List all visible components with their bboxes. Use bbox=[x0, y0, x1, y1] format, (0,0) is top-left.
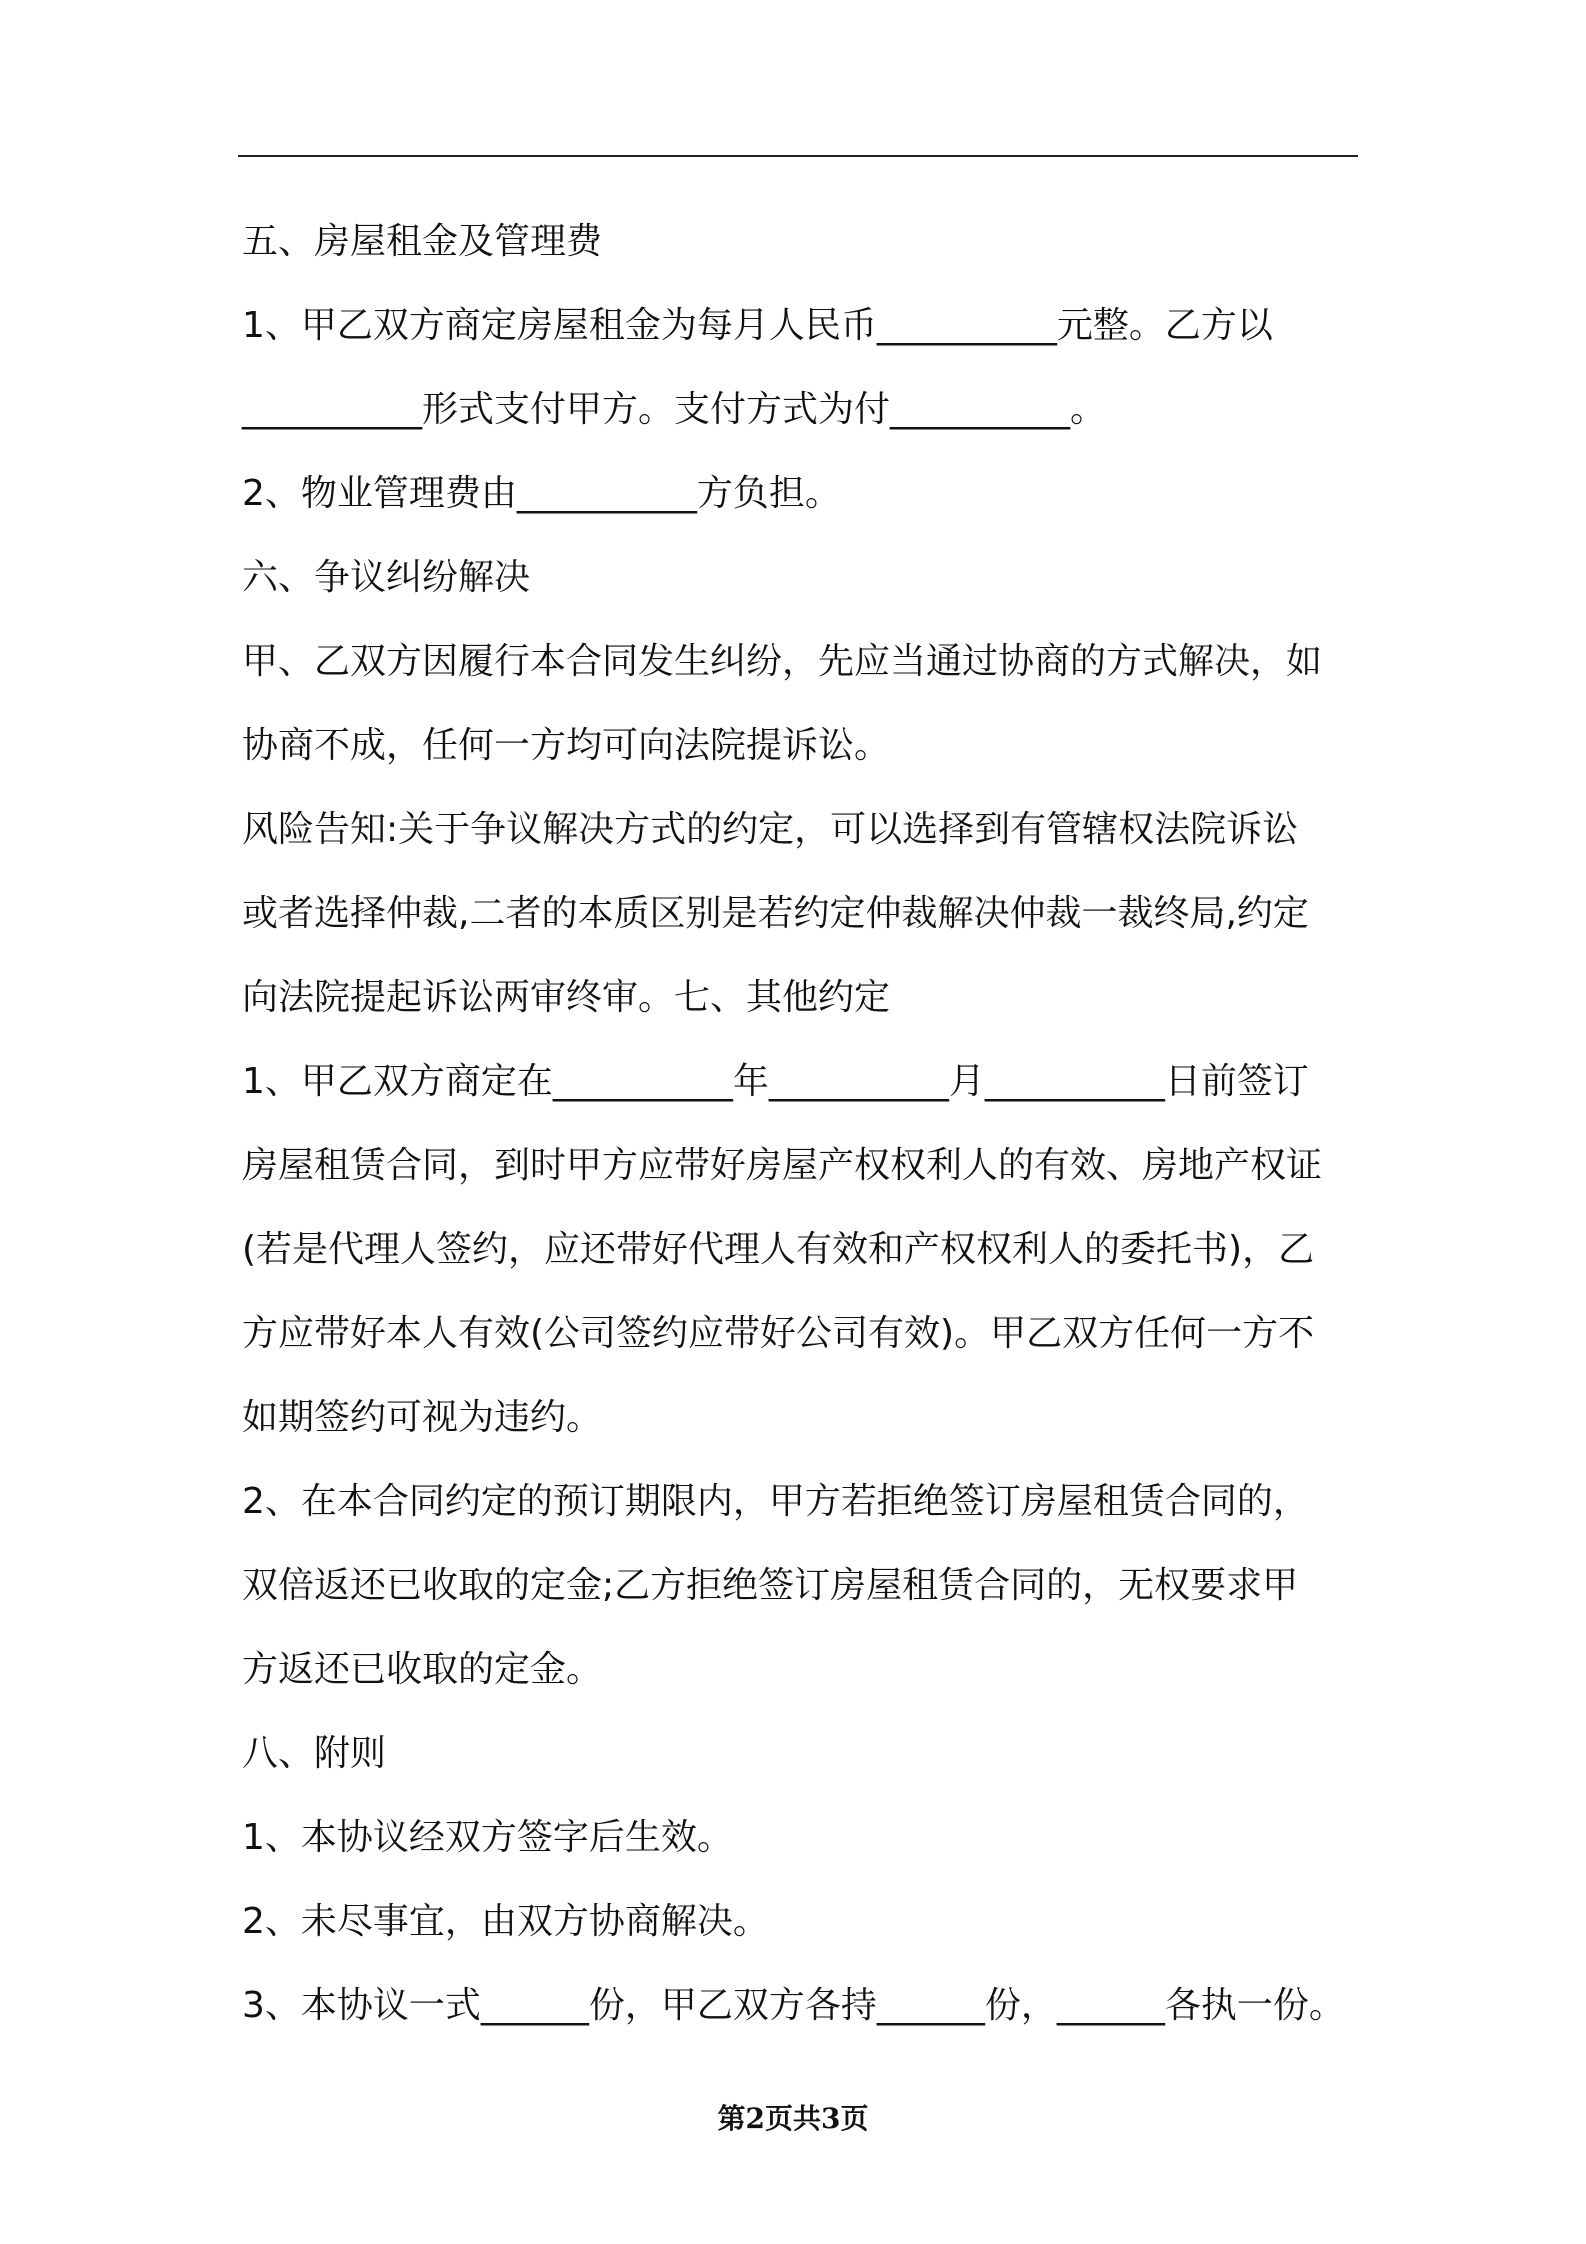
text-line: 甲、乙双方因履行本合同发生纠纷，先应当通过协商的方式解决，如 bbox=[242, 641, 1323, 682]
text-line: (若是代理人签约，应还带好代理人有效和产权权利人的委托书)，乙 bbox=[242, 1229, 1315, 1270]
text-line: 房屋租赁合同，到时甲方应带好房屋产权权利人的有效、房地产权证 bbox=[242, 1145, 1323, 1186]
text-line: 风险告知:关于争议解决方式的约定，可以选择到有管辖权法院诉讼 bbox=[242, 809, 1299, 850]
text-line: 协商不成，任何一方均可向法院提诉讼。 bbox=[242, 725, 891, 766]
text-line: 2、物业管理费由__________方负担。 bbox=[242, 473, 841, 514]
text-line: 3、本协议一式______份，甲乙双方各持______份，______各执一份。 bbox=[242, 1985, 1345, 2026]
section-heading: 八、附则 bbox=[242, 1733, 387, 1774]
page-number: 第2页共3页 bbox=[717, 2102, 869, 2135]
text-line: 1、甲乙双方商定房屋租金为每月人民币__________元整。乙方以 bbox=[242, 305, 1273, 346]
text-line: 2、未尽事宜，由双方协商解决。 bbox=[242, 1901, 769, 1942]
header-rule bbox=[238, 155, 1358, 157]
text-line: 向法院提起诉讼两审终审。七、其他约定 bbox=[242, 977, 891, 1018]
text-line: 1、甲乙双方商定在__________年__________月__________日前签订 bbox=[242, 1061, 1309, 1102]
section-heading: 五、房屋租金及管理费 bbox=[242, 221, 603, 262]
section-heading: 六、争议纠纷解决 bbox=[242, 557, 531, 598]
text-line: 1、本协议经双方签字后生效。 bbox=[242, 1817, 733, 1858]
text-line: 如期签约可视为违约。 bbox=[242, 1397, 603, 1438]
text-line: 或者选择仲裁,二者的本质区别是若约定仲裁解决仲裁一裁终局,约定 bbox=[242, 893, 1309, 934]
text-line: 2、在本合同约定的预订期限内，甲方若拒绝签订房屋租赁合同的， bbox=[242, 1481, 1309, 1522]
text-line: 方返还已收取的定金。 bbox=[242, 1649, 603, 1690]
text-line: 双倍返还已收取的定金;乙方拒绝签订房屋租赁合同的，无权要求甲 bbox=[242, 1565, 1299, 1606]
text-line: __________形式支付甲方。支付方式为付__________。 bbox=[242, 389, 1107, 430]
text-line: 方应带好本人有效(公司签约应带好公司有效)。甲乙双方任何一方不 bbox=[242, 1313, 1315, 1354]
document-body bbox=[242, 200, 1360, 2048]
